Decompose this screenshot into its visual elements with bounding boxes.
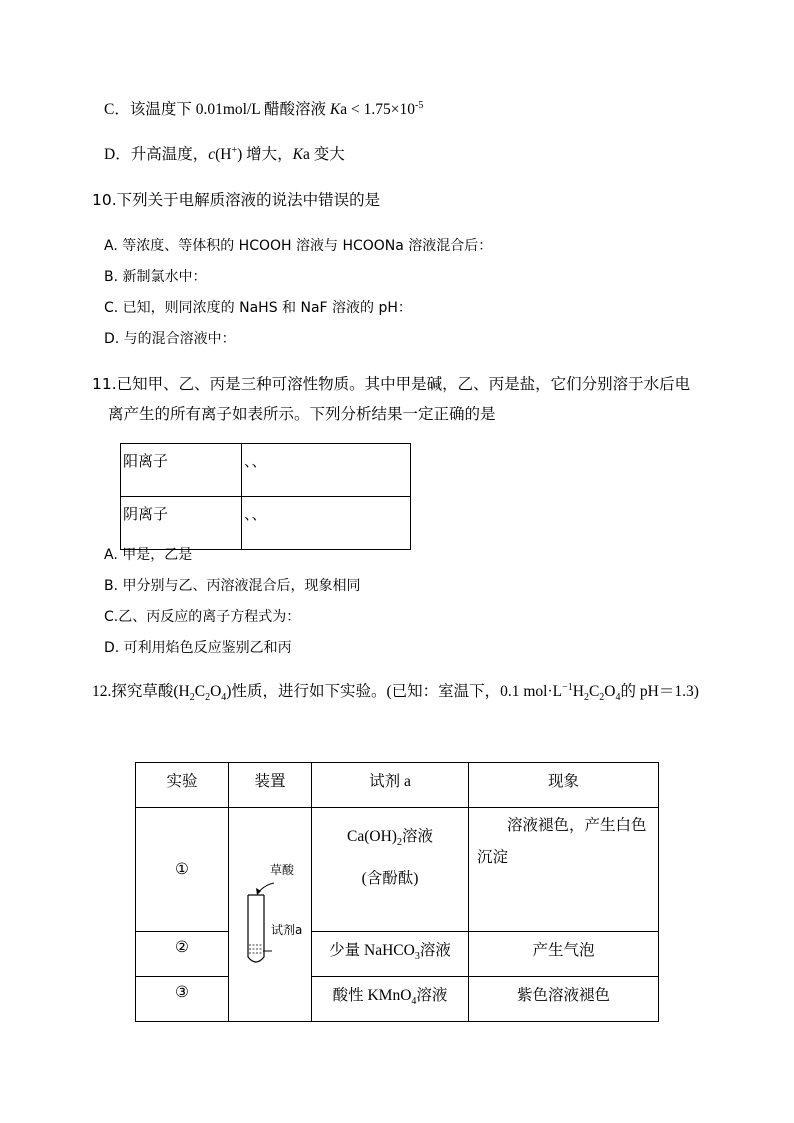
experiment-number: ② — [136, 932, 229, 977]
apparatus-label-reagent: 试剂a — [271, 922, 303, 937]
q11-stem-line2: 离产生的所有离子如表所示。下列分析结果一定正确的是 — [108, 405, 496, 423]
ion-values-anion: 、、 — [242, 497, 411, 550]
header-reagent: 试剂 a — [312, 763, 469, 808]
q11-stem-line1: 11.已知甲、乙、丙是三种可溶性物质。其中甲是碱，乙、丙是盐，它们分别溶于水后电 — [92, 375, 691, 393]
q11-option-c: C.乙、丙反应的离子方程式为： — [104, 609, 301, 625]
ion-label-cation: 阳离子 — [121, 444, 242, 497]
q11-option-b: B. 甲分别与乙、丙溶液混合后，现象相同 — [104, 578, 361, 594]
table-row — [121, 444, 411, 497]
reagent-cell: 少量 NaHCO$_3$溶液 — [312, 932, 469, 977]
q10-stem: 10.下列关于电解质溶液的说法中错误的是 — [92, 191, 381, 209]
reagent-cell — [312, 808, 469, 932]
q9-option-d: D．升高温度，c(H+) 增大，Ka 变大 — [104, 144, 345, 163]
table-header-row — [136, 763, 659, 808]
reagent-name: $Ca(OH)_2$溶液 — [347, 828, 433, 849]
experiment-number: ① — [136, 808, 229, 932]
ion-table — [120, 443, 411, 550]
apparatus-cell — [229, 808, 312, 1022]
phenomenon-cell: 紫色溶液褪色 — [469, 977, 659, 1022]
phenomenon-cell — [469, 808, 659, 932]
table-row — [136, 977, 659, 1022]
table-row — [121, 497, 411, 550]
phenomenon-cell: 产生气泡 — [469, 932, 659, 977]
header-experiment: 实验 — [136, 763, 229, 808]
ion-label-anion: 阴离子 — [121, 497, 242, 550]
q10-option-a: A. 等浓度、等体积的 HCOOH 溶液与 HCOONa 溶液混合后： — [104, 238, 493, 254]
q10-option-c: C. 已知，则同浓度的 NaHS 和 NaF 溶液的 pH： — [104, 300, 412, 316]
q11-option-a: A. 甲是，乙是 — [104, 547, 193, 563]
q12-stem: 12.探究草酸$(H_2C_2O_4)$性质，进行如下实验。(已知：室温下，0.1 $mol\cdot L^{-1}H_2C_2O_4$的 pH＝1.3) — [92, 681, 699, 704]
ion-values-cation: 、、 — [242, 444, 411, 497]
q9-option-c: C．该温度下 0.01mol/L 醋酸溶液 $Ka < 1.75\times 10^{-5}$ — [104, 99, 424, 118]
apparatus-label-oxalic-acid: 草酸 — [270, 862, 295, 877]
phenomenon-text: 溶液褪色，产生白色 沉淀 — [477, 817, 647, 866]
reagent-cell: 酸性 KMnO$_4$溶液 — [312, 977, 469, 1022]
header-phenomenon: 现象 — [469, 763, 659, 808]
table-row — [136, 808, 659, 932]
q11-option-d: D. 可利用焰色反应鉴别乙和丙 — [104, 640, 292, 656]
table-row — [136, 932, 659, 977]
experiment-table — [135, 762, 659, 1022]
header-apparatus: 装置 — [229, 763, 312, 808]
q10-option-b: B. 新制氯水中： — [104, 269, 207, 285]
q10-option-d: D. 与的混合溶液中： — [104, 331, 236, 347]
experiment-number: ③ — [136, 977, 229, 1022]
reagent-note: (含酚酞) — [361, 870, 419, 887]
